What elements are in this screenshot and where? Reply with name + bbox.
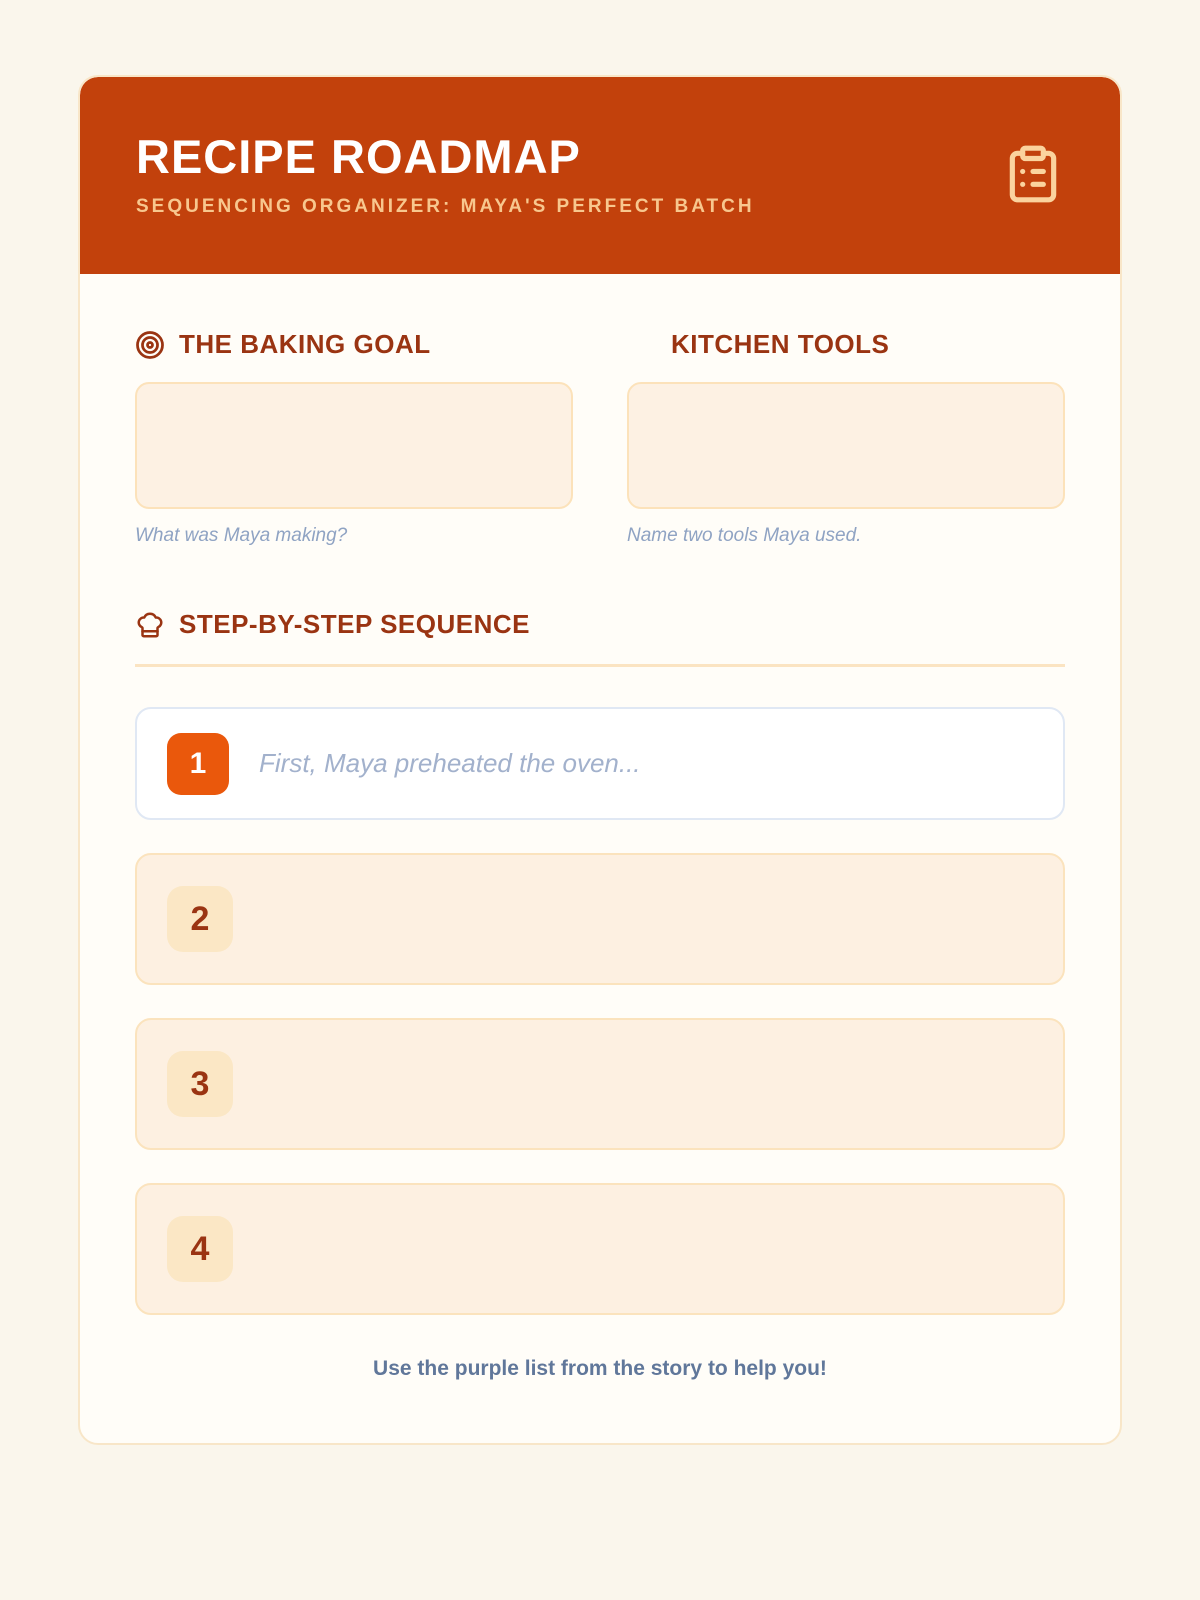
step-row-1 — [135, 707, 1065, 820]
kitchen-tools-input[interactable] — [627, 382, 1065, 509]
heading-spacer — [627, 330, 657, 360]
step-input-1[interactable] — [259, 734, 1033, 794]
worksheet-card — [78, 75, 1122, 1445]
step-row-4 — [135, 1183, 1065, 1315]
step-number-badge: 1 — [167, 733, 229, 795]
baking-goal-input[interactable] — [135, 382, 573, 509]
step-input-2[interactable] — [263, 889, 1033, 949]
step-number-badge: 4 — [167, 1216, 233, 1282]
sequence-section — [135, 609, 1065, 1443]
clipboard-list-icon — [1002, 137, 1064, 211]
target-icon — [135, 330, 165, 360]
baking-goal-heading — [135, 329, 573, 360]
kitchen-tools-heading — [627, 329, 1065, 360]
chef-hat-icon — [135, 610, 165, 640]
step-number-badge: 3 — [167, 1051, 233, 1117]
baking-goal-hint: What was Maya making? — [135, 525, 348, 546]
step-input-3[interactable] — [263, 1054, 1033, 1114]
sequence-divider — [135, 664, 1065, 667]
sequence-heading-label: STEP-BY-STEP SEQUENCE — [179, 609, 530, 639]
kitchen-tools-hint: Name two tools Maya used. — [627, 525, 862, 546]
baking-goal-section — [135, 329, 573, 547]
page-title: RECIPE ROADMAP — [136, 130, 581, 183]
step-row-3 — [135, 1018, 1065, 1150]
sequence-heading — [135, 609, 1065, 640]
step-row-2 — [135, 853, 1065, 985]
header-text — [136, 129, 755, 218]
footer-note: Use the purple list from the story to help you! — [373, 1357, 827, 1380]
top-sections — [135, 329, 1065, 547]
header — [80, 77, 1120, 274]
baking-goal-heading-label: THE BAKING GOAL — [179, 329, 431, 359]
kitchen-tools-heading-label: KITCHEN TOOLS — [671, 329, 890, 359]
kitchen-tools-section — [627, 329, 1065, 547]
step-input-4[interactable] — [263, 1219, 1033, 1279]
page-subtitle: SEQUENCING ORGANIZER: MAYA'S PERFECT BATCH — [136, 196, 755, 217]
content — [80, 274, 1120, 1443]
step-number-badge: 2 — [167, 886, 233, 952]
